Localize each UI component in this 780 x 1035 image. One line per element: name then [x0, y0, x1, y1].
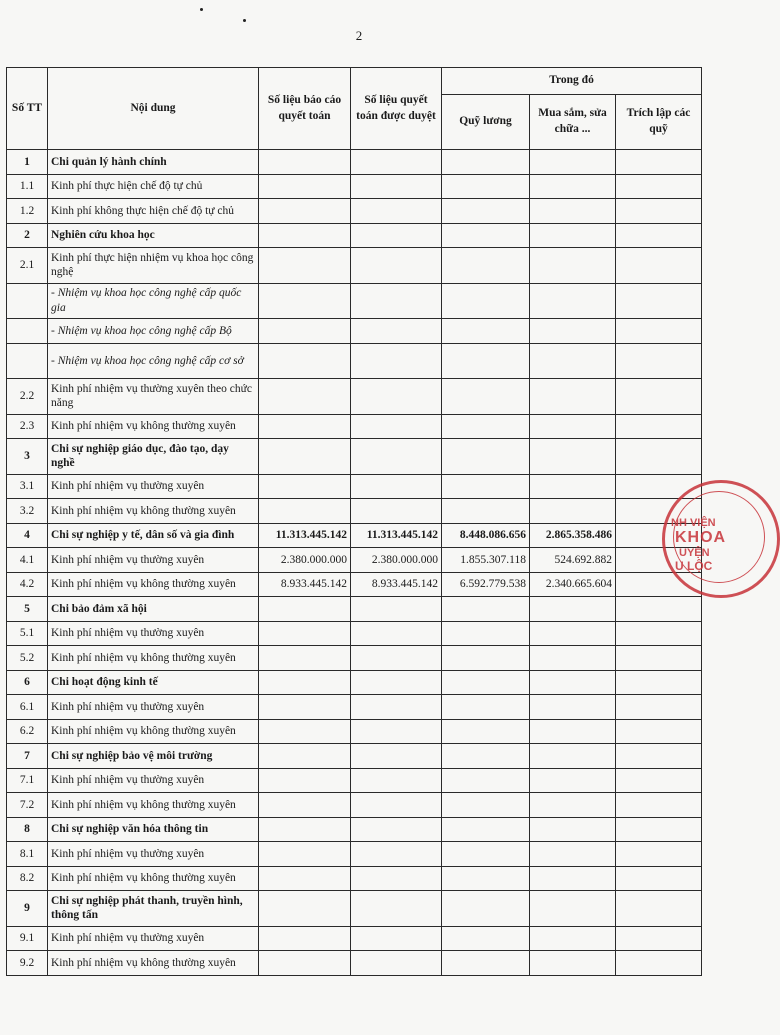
cell-approved [351, 951, 442, 976]
cell-funds [616, 842, 702, 867]
cell-salary [442, 793, 530, 818]
cell-content: Chi sự nghiệp bảo vệ môi trường [48, 744, 259, 769]
cell-stt: 7.2 [7, 793, 48, 818]
cell-reported [259, 793, 351, 818]
cell-funds [616, 597, 702, 622]
cell-salary [442, 744, 530, 769]
cell-purchase [530, 670, 616, 695]
cell-stt: 2.2 [7, 379, 48, 415]
header-content: Nội dung [48, 68, 259, 150]
cell-stt: 3.2 [7, 499, 48, 524]
cell-salary: 8.448.086.656 [442, 523, 530, 548]
cell-reported [259, 926, 351, 951]
cell-approved [351, 414, 442, 439]
table-row [7, 248, 702, 284]
cell-funds [616, 248, 702, 284]
cell-approved [351, 670, 442, 695]
cell-funds [616, 343, 702, 379]
table-row [7, 817, 702, 842]
cell-purchase [530, 744, 616, 769]
cell-salary [442, 343, 530, 379]
cell-approved [351, 866, 442, 891]
table-row [7, 951, 702, 976]
table-row [7, 283, 702, 319]
table-row [7, 866, 702, 891]
scan-speck [243, 19, 246, 22]
cell-stt: 4.1 [7, 548, 48, 573]
cell-funds [616, 283, 702, 319]
cell-reported [259, 695, 351, 720]
cell-content: Kinh phí nhiệm vụ thường xuyên [48, 621, 259, 646]
header-group: Trong đó [442, 68, 702, 95]
budget-report-table [6, 67, 702, 976]
cell-funds [616, 719, 702, 744]
cell-reported [259, 319, 351, 344]
table-row [7, 199, 702, 224]
cell-content: - Nhiệm vụ khoa học công nghệ cấp Bộ [48, 319, 259, 344]
cell-approved [351, 283, 442, 319]
cell-stt [7, 343, 48, 379]
table-row [7, 150, 702, 175]
cell-funds [616, 174, 702, 199]
stamp-text-line: KHOA [675, 529, 727, 546]
cell-salary [442, 926, 530, 951]
cell-approved [351, 597, 442, 622]
table-row [7, 379, 702, 415]
cell-reported [259, 223, 351, 248]
cell-stt: 4.2 [7, 572, 48, 597]
table-row [7, 414, 702, 439]
cell-purchase [530, 319, 616, 344]
cell-purchase [530, 926, 616, 951]
cell-stt: 3 [7, 439, 48, 475]
cell-content: Kinh phí nhiệm vụ thường xuyên [48, 926, 259, 951]
cell-stt: 2.1 [7, 248, 48, 284]
cell-approved [351, 499, 442, 524]
cell-purchase [530, 695, 616, 720]
cell-purchase [530, 768, 616, 793]
cell-reported [259, 248, 351, 284]
table-row [7, 842, 702, 867]
cell-reported [259, 414, 351, 439]
cell-approved [351, 793, 442, 818]
cell-stt: 9.1 [7, 926, 48, 951]
cell-approved [351, 174, 442, 199]
cell-reported [259, 842, 351, 867]
table-row [7, 223, 702, 248]
cell-purchase [530, 793, 616, 818]
cell-approved [351, 150, 442, 175]
cell-funds [616, 891, 702, 927]
cell-content: Kinh phí nhiệm vụ không thường xuyên [48, 646, 259, 671]
cell-approved: 11.313.445.142 [351, 523, 442, 548]
cell-content: Kinh phí không thực hiện chế độ tự chủ [48, 199, 259, 224]
cell-reported [259, 719, 351, 744]
cell-funds [616, 866, 702, 891]
cell-salary [442, 283, 530, 319]
table-row [7, 719, 702, 744]
cell-salary [442, 842, 530, 867]
header-stt: Số TT [7, 68, 48, 150]
cell-reported [259, 474, 351, 499]
cell-approved [351, 719, 442, 744]
cell-stt: 9 [7, 891, 48, 927]
cell-salary [442, 597, 530, 622]
cell-stt: 8 [7, 817, 48, 842]
cell-reported [259, 174, 351, 199]
cell-purchase [530, 439, 616, 475]
cell-stt: 8.1 [7, 842, 48, 867]
cell-purchase [530, 414, 616, 439]
cell-stt: 6 [7, 670, 48, 695]
header-purchase: Mua sắm, sửa chữa ... [530, 95, 616, 150]
header-reported: Số liệu báo cáo quyết toán [259, 68, 351, 150]
header-salary: Quỹ lương [442, 95, 530, 150]
cell-salary [442, 223, 530, 248]
cell-salary [442, 891, 530, 927]
cell-reported [259, 817, 351, 842]
page-number: 2 [355, 28, 363, 43]
cell-stt: 5.1 [7, 621, 48, 646]
cell-salary [442, 150, 530, 175]
cell-salary [442, 199, 530, 224]
cell-purchase [530, 817, 616, 842]
cell-approved [351, 926, 442, 951]
cell-salary [442, 670, 530, 695]
cell-reported [259, 150, 351, 175]
cell-reported [259, 891, 351, 927]
cell-reported [259, 670, 351, 695]
cell-approved [351, 891, 442, 927]
table-row [7, 793, 702, 818]
cell-stt: 3.1 [7, 474, 48, 499]
cell-content: Kinh phí nhiệm vụ không thường xuyên [48, 414, 259, 439]
cell-approved [351, 439, 442, 475]
cell-stt: 6.2 [7, 719, 48, 744]
cell-salary [442, 319, 530, 344]
cell-salary [442, 719, 530, 744]
cell-content: Kinh phí nhiệm vụ không thường xuyên [48, 866, 259, 891]
cell-stt: 1 [7, 150, 48, 175]
cell-approved [351, 474, 442, 499]
cell-approved [351, 379, 442, 415]
table-row [7, 174, 702, 199]
cell-reported: 11.313.445.142 [259, 523, 351, 548]
cell-purchase [530, 379, 616, 415]
table-row [7, 744, 702, 769]
cell-purchase [530, 283, 616, 319]
cell-purchase [530, 248, 616, 284]
cell-funds [616, 817, 702, 842]
cell-salary [442, 174, 530, 199]
cell-approved [351, 621, 442, 646]
cell-purchase: 524.692.882 [530, 548, 616, 573]
cell-approved [351, 817, 442, 842]
cell-purchase [530, 474, 616, 499]
cell-stt: 2 [7, 223, 48, 248]
cell-salary [442, 379, 530, 415]
cell-content: Kinh phí thực hiện chế độ tự chủ [48, 174, 259, 199]
cell-approved [351, 319, 442, 344]
cell-reported: 2.380.000.000 [259, 548, 351, 573]
cell-content: Chi sự nghiệp văn hóa thông tin [48, 817, 259, 842]
cell-reported [259, 951, 351, 976]
cell-purchase: 2.340.665.604 [530, 572, 616, 597]
cell-content: Kinh phí nhiệm vụ không thường xuyên [48, 719, 259, 744]
cell-stt: 1.1 [7, 174, 48, 199]
cell-approved [351, 744, 442, 769]
table-body [7, 150, 702, 976]
cell-salary [442, 414, 530, 439]
cell-stt: 7.1 [7, 768, 48, 793]
cell-salary [442, 768, 530, 793]
cell-content: Kinh phí nhiệm vụ không thường xuyên [48, 572, 259, 597]
header-approved: Số liệu quyết toán được duyệt [351, 68, 442, 150]
cell-content: Chi sự nghiệp giáo dục, đào tạo, dạy nghề [48, 439, 259, 475]
table-row [7, 343, 702, 379]
header-funds: Trích lập các quỹ [616, 95, 702, 150]
cell-salary [442, 621, 530, 646]
cell-reported [259, 768, 351, 793]
cell-purchase [530, 719, 616, 744]
cell-reported [259, 744, 351, 769]
cell-purchase [530, 174, 616, 199]
cell-purchase [530, 199, 616, 224]
cell-approved [351, 248, 442, 284]
cell-content: Kinh phí nhiệm vụ không thường xuyên [48, 793, 259, 818]
institution-stamp [662, 480, 780, 598]
cell-funds [616, 951, 702, 976]
cell-content: Kinh phí nhiệm vụ thường xuyên [48, 695, 259, 720]
cell-stt [7, 283, 48, 319]
scan-speck [200, 8, 203, 11]
cell-content: Kinh phí nhiệm vụ không thường xuyên [48, 951, 259, 976]
cell-content: Kinh phí nhiệm vụ thường xuyên [48, 768, 259, 793]
cell-content: Kinh phí nhiệm vụ không thường xuyên [48, 499, 259, 524]
cell-approved [351, 768, 442, 793]
cell-stt: 9.2 [7, 951, 48, 976]
cell-reported [259, 343, 351, 379]
table-row [7, 926, 702, 951]
cell-content: Kinh phí nhiệm vụ thường xuyên theo chức năng [48, 379, 259, 415]
cell-funds [616, 379, 702, 415]
table-row [7, 499, 702, 524]
cell-approved [351, 199, 442, 224]
cell-purchase [530, 951, 616, 976]
table-row [7, 891, 702, 927]
cell-stt [7, 319, 48, 344]
cell-salary [442, 951, 530, 976]
cell-reported [259, 621, 351, 646]
cell-salary [442, 439, 530, 475]
cell-content: Chi quản lý hành chính [48, 150, 259, 175]
cell-approved [351, 842, 442, 867]
table-row [7, 597, 702, 622]
stamp-text-line: NH VIỆN [671, 517, 716, 529]
cell-stt: 8.2 [7, 866, 48, 891]
cell-approved [351, 343, 442, 379]
cell-funds [616, 621, 702, 646]
cell-purchase [530, 343, 616, 379]
cell-approved [351, 646, 442, 671]
cell-purchase [530, 223, 616, 248]
cell-salary [442, 817, 530, 842]
table-row [7, 319, 702, 344]
table-row [7, 572, 702, 597]
cell-content: Nghiên cứu khoa học [48, 223, 259, 248]
cell-content: Kinh phí nhiệm vụ thường xuyên [48, 842, 259, 867]
cell-content: Chi sự nghiệp y tế, dân số và gia đình [48, 523, 259, 548]
table-row [7, 768, 702, 793]
cell-approved: 2.380.000.000 [351, 548, 442, 573]
cell-content: Chi sự nghiệp phát thanh, truyền hình, thông tấn [48, 891, 259, 927]
cell-stt: 1.2 [7, 199, 48, 224]
cell-reported [259, 499, 351, 524]
cell-content: - Nhiệm vụ khoa học công nghệ cấp cơ sở [48, 343, 259, 379]
cell-approved: 8.933.445.142 [351, 572, 442, 597]
cell-purchase [530, 842, 616, 867]
cell-purchase [530, 891, 616, 927]
cell-stt: 5 [7, 597, 48, 622]
cell-funds [616, 744, 702, 769]
cell-approved [351, 695, 442, 720]
cell-salary: 6.592.779.538 [442, 572, 530, 597]
cell-funds [616, 319, 702, 344]
cell-reported [259, 283, 351, 319]
cell-stt: 7 [7, 744, 48, 769]
stamp-text-line: UYỆN [679, 547, 710, 559]
cell-funds [616, 646, 702, 671]
cell-funds [616, 793, 702, 818]
cell-salary: 1.855.307.118 [442, 548, 530, 573]
cell-funds [616, 768, 702, 793]
cell-content: Chi bảo đảm xã hội [48, 597, 259, 622]
cell-stt: 4 [7, 523, 48, 548]
cell-reported [259, 379, 351, 415]
stamp-text-line: U LỘC [675, 559, 713, 573]
cell-salary [442, 499, 530, 524]
cell-funds [616, 150, 702, 175]
table-row [7, 474, 702, 499]
cell-content: Kinh phí nhiệm vụ thường xuyên [48, 548, 259, 573]
table-row [7, 548, 702, 573]
cell-salary [442, 646, 530, 671]
cell-funds [616, 670, 702, 695]
cell-reported [259, 597, 351, 622]
cell-purchase [530, 597, 616, 622]
cell-stt: 5.2 [7, 646, 48, 671]
cell-content: - Nhiệm vụ khoa học công nghệ cấp quốc gia [48, 283, 259, 319]
cell-funds [616, 223, 702, 248]
cell-funds [616, 695, 702, 720]
cell-stt: 2.3 [7, 414, 48, 439]
cell-funds [616, 414, 702, 439]
table-row [7, 695, 702, 720]
cell-salary [442, 474, 530, 499]
cell-purchase [530, 646, 616, 671]
cell-funds [616, 199, 702, 224]
table-row [7, 621, 702, 646]
cell-funds [616, 439, 702, 475]
cell-approved [351, 223, 442, 248]
cell-salary [442, 866, 530, 891]
cell-reported [259, 439, 351, 475]
table-row [7, 439, 702, 475]
cell-purchase: 2.865.358.486 [530, 523, 616, 548]
cell-stt: 6.1 [7, 695, 48, 720]
table-row [7, 646, 702, 671]
cell-salary [442, 248, 530, 284]
cell-reported [259, 646, 351, 671]
table-row [7, 670, 702, 695]
cell-content: Kinh phí nhiệm vụ thường xuyên [48, 474, 259, 499]
cell-purchase [530, 621, 616, 646]
cell-content: Chi hoạt động kinh tế [48, 670, 259, 695]
cell-purchase [530, 866, 616, 891]
cell-funds [616, 926, 702, 951]
table-row [7, 523, 702, 548]
cell-salary [442, 695, 530, 720]
cell-reported: 8.933.445.142 [259, 572, 351, 597]
cell-content: Kinh phí thực hiện nhiệm vụ khoa học công nghệ [48, 248, 259, 284]
cell-reported [259, 866, 351, 891]
cell-reported [259, 199, 351, 224]
cell-purchase [530, 499, 616, 524]
cell-purchase [530, 150, 616, 175]
